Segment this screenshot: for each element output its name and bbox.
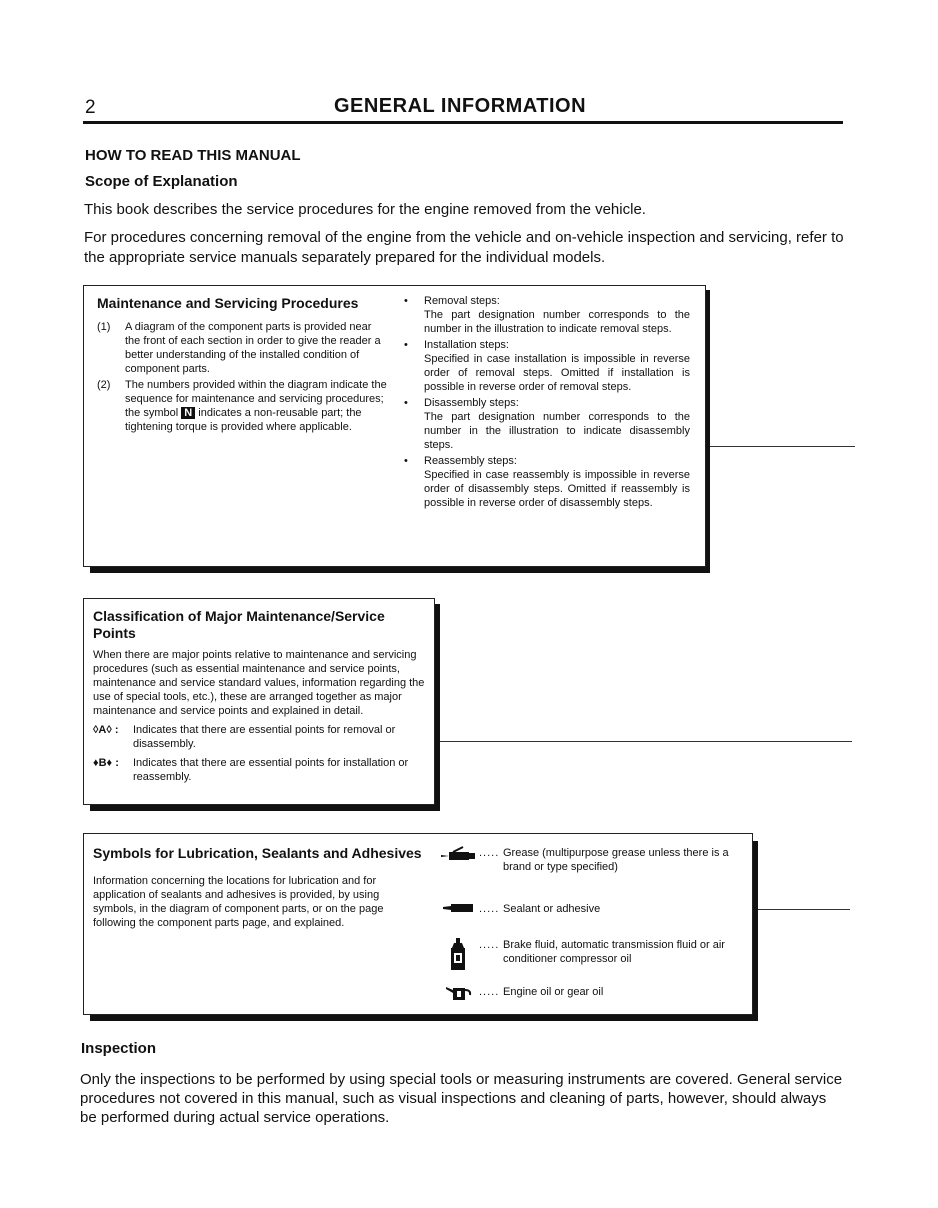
bullet: • [404,339,408,351]
non-reusable-part-symbol: N [181,407,195,419]
leader-dots: ..... [479,986,500,998]
list-item [437,938,749,972]
bullet: • [404,455,408,467]
classification-callout-box [83,598,435,805]
removal-point-symbol: ◊A◊ : [93,724,119,736]
lubrication-box-text: Information concerning the locations for lubrication and for application of sealants and adhesives is provided, by using symbols, in the diagram of component parts, or on the page following the component parts page, and explained. [93,875,384,929]
sealant-tube-icon [437,902,479,916]
lubrication-box-title: Symbols for Lubrication, Sealants and Adhesives [93,845,422,861]
list-item [437,985,749,1001]
maintenance-callout-box [83,285,706,567]
page-number: 2 [85,97,96,118]
inspection-heading: Inspection [81,1040,157,1057]
scope-paragraph: This book describes the service procedures for the engine removed from the vehicle. [84,201,646,218]
inspection-paragraph: Only the inspections to be performed by using special tools or measuring instruments are covered. General service procedures not covered in this manual, such as visual inspections and cleaning of parts, however, should always be performed during actual service operations. [80,1071,843,1126]
list-item [97,378,387,434]
item-text: Engine oil or gear oil [503,986,604,998]
list-item [400,338,690,394]
fluid-bottle-icon [437,938,479,972]
classification-box-content [93,608,425,784]
lubrication-callout-box [83,833,753,1015]
leader-dots: ..... [479,847,500,859]
list-item [437,902,749,916]
leader-dots: ..... [479,903,500,915]
item-text: Indicates that there are essential points for removal or disassembly. [133,724,396,750]
bullet-label: Disassembly steps: [424,397,519,409]
page-title: GENERAL INFORMATION [333,95,587,117]
list-item [400,454,690,510]
bullet-text: Specified in case reassembly is impossible in reverse order of disassembly steps. Omitted if reassembly is possible in reverse order of disassembly steps. [424,469,690,509]
bullet: • [404,295,408,307]
leader-line [710,446,855,447]
header-rule [83,121,843,124]
classification-box-title: Classification of Major Maintenance/Service Points [93,608,385,641]
list-item [93,756,425,784]
bullet-text: The part designation number corresponds to the number in the illustration to indicate disassembly steps. [424,411,690,451]
installation-point-symbol: ♦B♦ : [93,757,119,769]
bullet-label: Removal steps: [424,295,500,307]
classification-box-text: When there are major points relative to maintenance and servicing procedures (such as essential maintenance and service points, maintenance and service standard values, information regarding the use of special tools, etc.), these are arranged together as major maintenance and service points and explained in detail. [93,649,425,717]
scope-paragraph: For procedures concerning removal of the engine from the vehicle and on-vehicle inspection and servicing, refer to the appropriate service manuals separately prepared for the individual models. [84,229,844,266]
section-heading: HOW TO READ THIS MANUAL [85,147,301,164]
list-item [400,294,690,336]
item-number: (1) [97,321,111,333]
item-text-part: indicates a non-reusable part; the tightening torque is provided where applicable. [125,407,362,433]
item-text-part: The numbers provided within the diagram indicate the sequence for maintenance and servicing procedures; the symbol [125,379,387,419]
bullet-text: The part designation number corresponds to the number in the illustration to indicate removal steps. [424,309,690,335]
leader-line [440,741,852,742]
item-text: Grease (multipurpose grease unless there is a brand or type specified) [503,847,729,873]
list-item [97,320,387,376]
maintenance-box-left [97,295,387,436]
list-item [400,396,690,452]
list-item [93,723,425,751]
item-text [125,378,387,434]
lubrication-box-left [93,845,423,930]
bullet-label: Reassembly steps: [424,455,517,467]
grease-gun-icon [437,846,479,874]
scope-heading: Scope of Explanation [85,173,238,190]
item-text: Brake fluid, automatic transmission fluid or air conditioner compressor oil [503,939,725,965]
item-text: Indicates that there are essential points for installation or reassembly. [133,757,409,783]
leader-line [758,909,850,910]
item-text: A diagram of the component parts is provided near the front of each section in order to give the reader a better understanding of the installed condition of component parts. [125,321,381,375]
bullet: • [404,397,408,409]
item-text: Sealant or adhesive [503,903,601,915]
maintenance-box-right [400,294,690,512]
oil-can-icon [437,985,479,1001]
bullet-label: Installation steps: [424,339,509,351]
maintenance-box-title: Maintenance and Servicing Procedures [97,295,359,311]
item-number: (2) [97,379,111,391]
leader-dots: ..... [479,939,500,951]
bullet-text: Specified in case installation is impossible in reverse order of removal steps. Omitted if installation is possible in reverse order of removal steps. [424,353,690,393]
list-item [437,846,749,874]
